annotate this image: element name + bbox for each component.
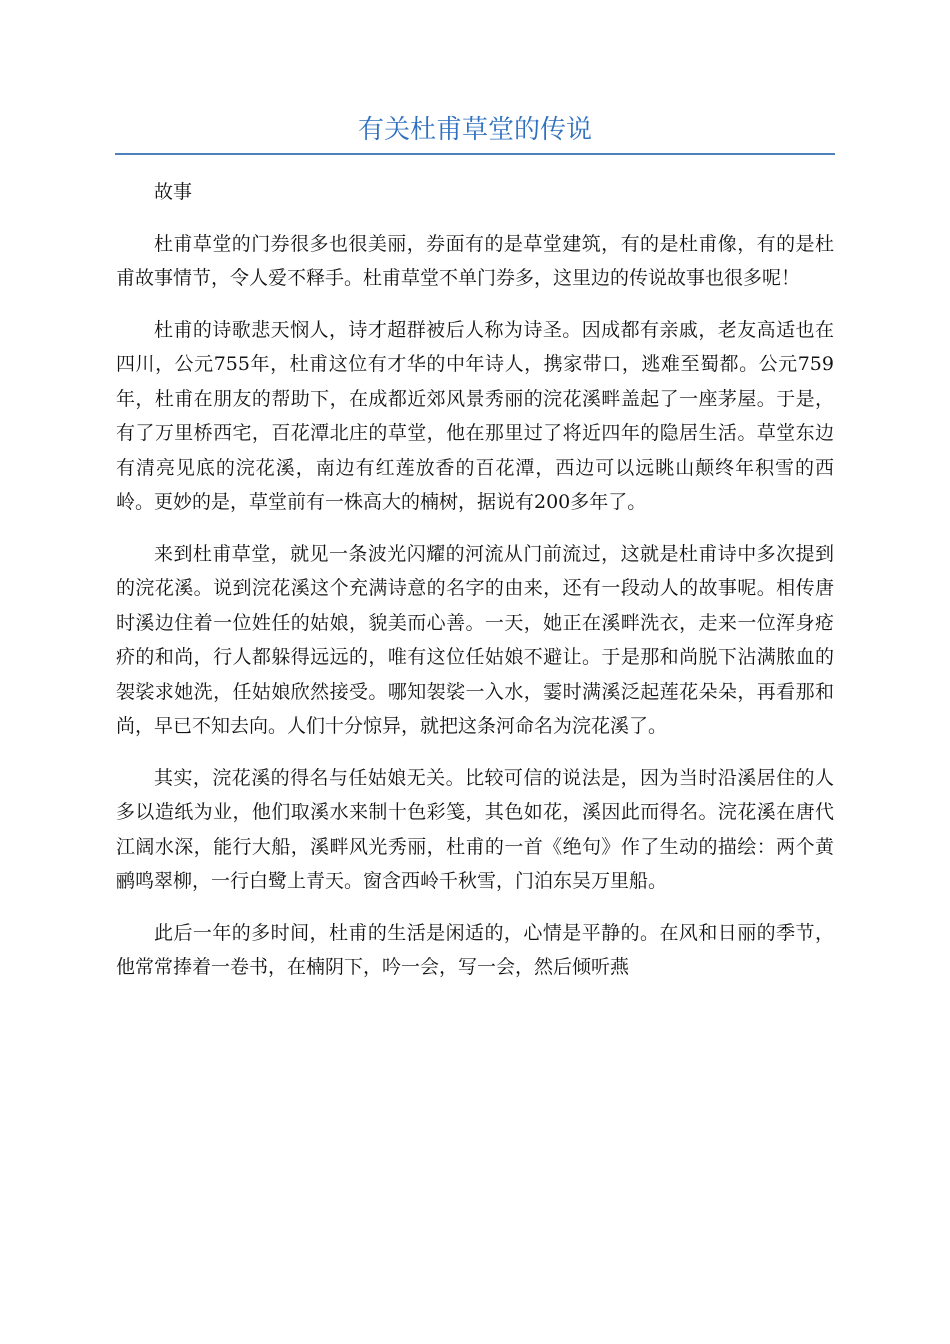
paragraph: 杜甫草堂的门券很多也很美丽，券面有的是草堂建筑，有的是杜甫像，有的是杜甫故事情节，令人爱不释手。杜甫草堂不单门券多，这里边的传说故事也很多呢！ (116, 232, 834, 289)
paragraph: 此后一年的多时间，杜甫的生活是闲适的，心情是平静的。在风和日丽的季节，他常常捧着一卷书，在楠阴下，吟一会，写一会，然后倾听燕 (116, 921, 834, 978)
document-title: 有关杜甫草堂的传说 (357, 115, 592, 145)
paragraph: 杜甫的诗歌悲天悯人，诗才超群被后人称为诗圣。因成都有亲戚，老友高适也在四川，公元755年，杜甫这位有才华的中年诗人，携家带口，逃难至蜀都。公元759年，杜甫在朋友的帮助下，在成都近郊风景秀丽的浣花溪畔盖起了一座茅屋。于是，有了万里桥西宅，百花潭北庄的草堂，他在那里过了将近四年的隐居生活。草堂东边有清亮见底的浣花溪，南边有红莲放香的百花潭，西边可以远眺山颠终年积雪的西岭。更妙的是，草堂前有一株高大的楠树，据说有200多年了。 (116, 318, 834, 513)
section-heading: 故事 (154, 181, 193, 203)
title-underline (115, 153, 835, 155)
paragraph: 其实，浣花溪的得名与任姑娘无关。比较可信的说法是，因为当时沿溪居住的人多以造纸为业，他们取溪水来制十色彩笺，其色如花，溪因此而得名。浣花溪在唐代江阔水深，能行大船，溪畔风光秀丽，杜甫的一首《绝句》作了生动的描绘：两个黄鹂鸣翠柳，一行白鹭上青天。窗含西岭千秋雪，门泊东吴万里船。 (116, 766, 834, 892)
paragraph: 来到杜甫草堂，就见一条波光闪耀的河流从门前流过，这就是杜甫诗中多次提到的浣花溪。说到浣花溪这个充满诗意的名字的由来，还有一段动人的故事呢。相传唐时溪边住着一位姓任的姑娘，貌美而心善。一天，她正在溪畔洗衣，走来一位浑身疮疥的和尚，行人都躲得远远的，唯有这位任姑娘不避让。于是那和尚脱下沾满脓血的袈裟求她洗，任姑娘欣然接受。哪知袈裟一入水，霎时满溪泛起莲花朵朵，再看那和尚，早已不知去向。人们十分惊异，就把这条河命名为浣花溪了。 (116, 542, 834, 737)
document-body (116, 175, 834, 1002)
